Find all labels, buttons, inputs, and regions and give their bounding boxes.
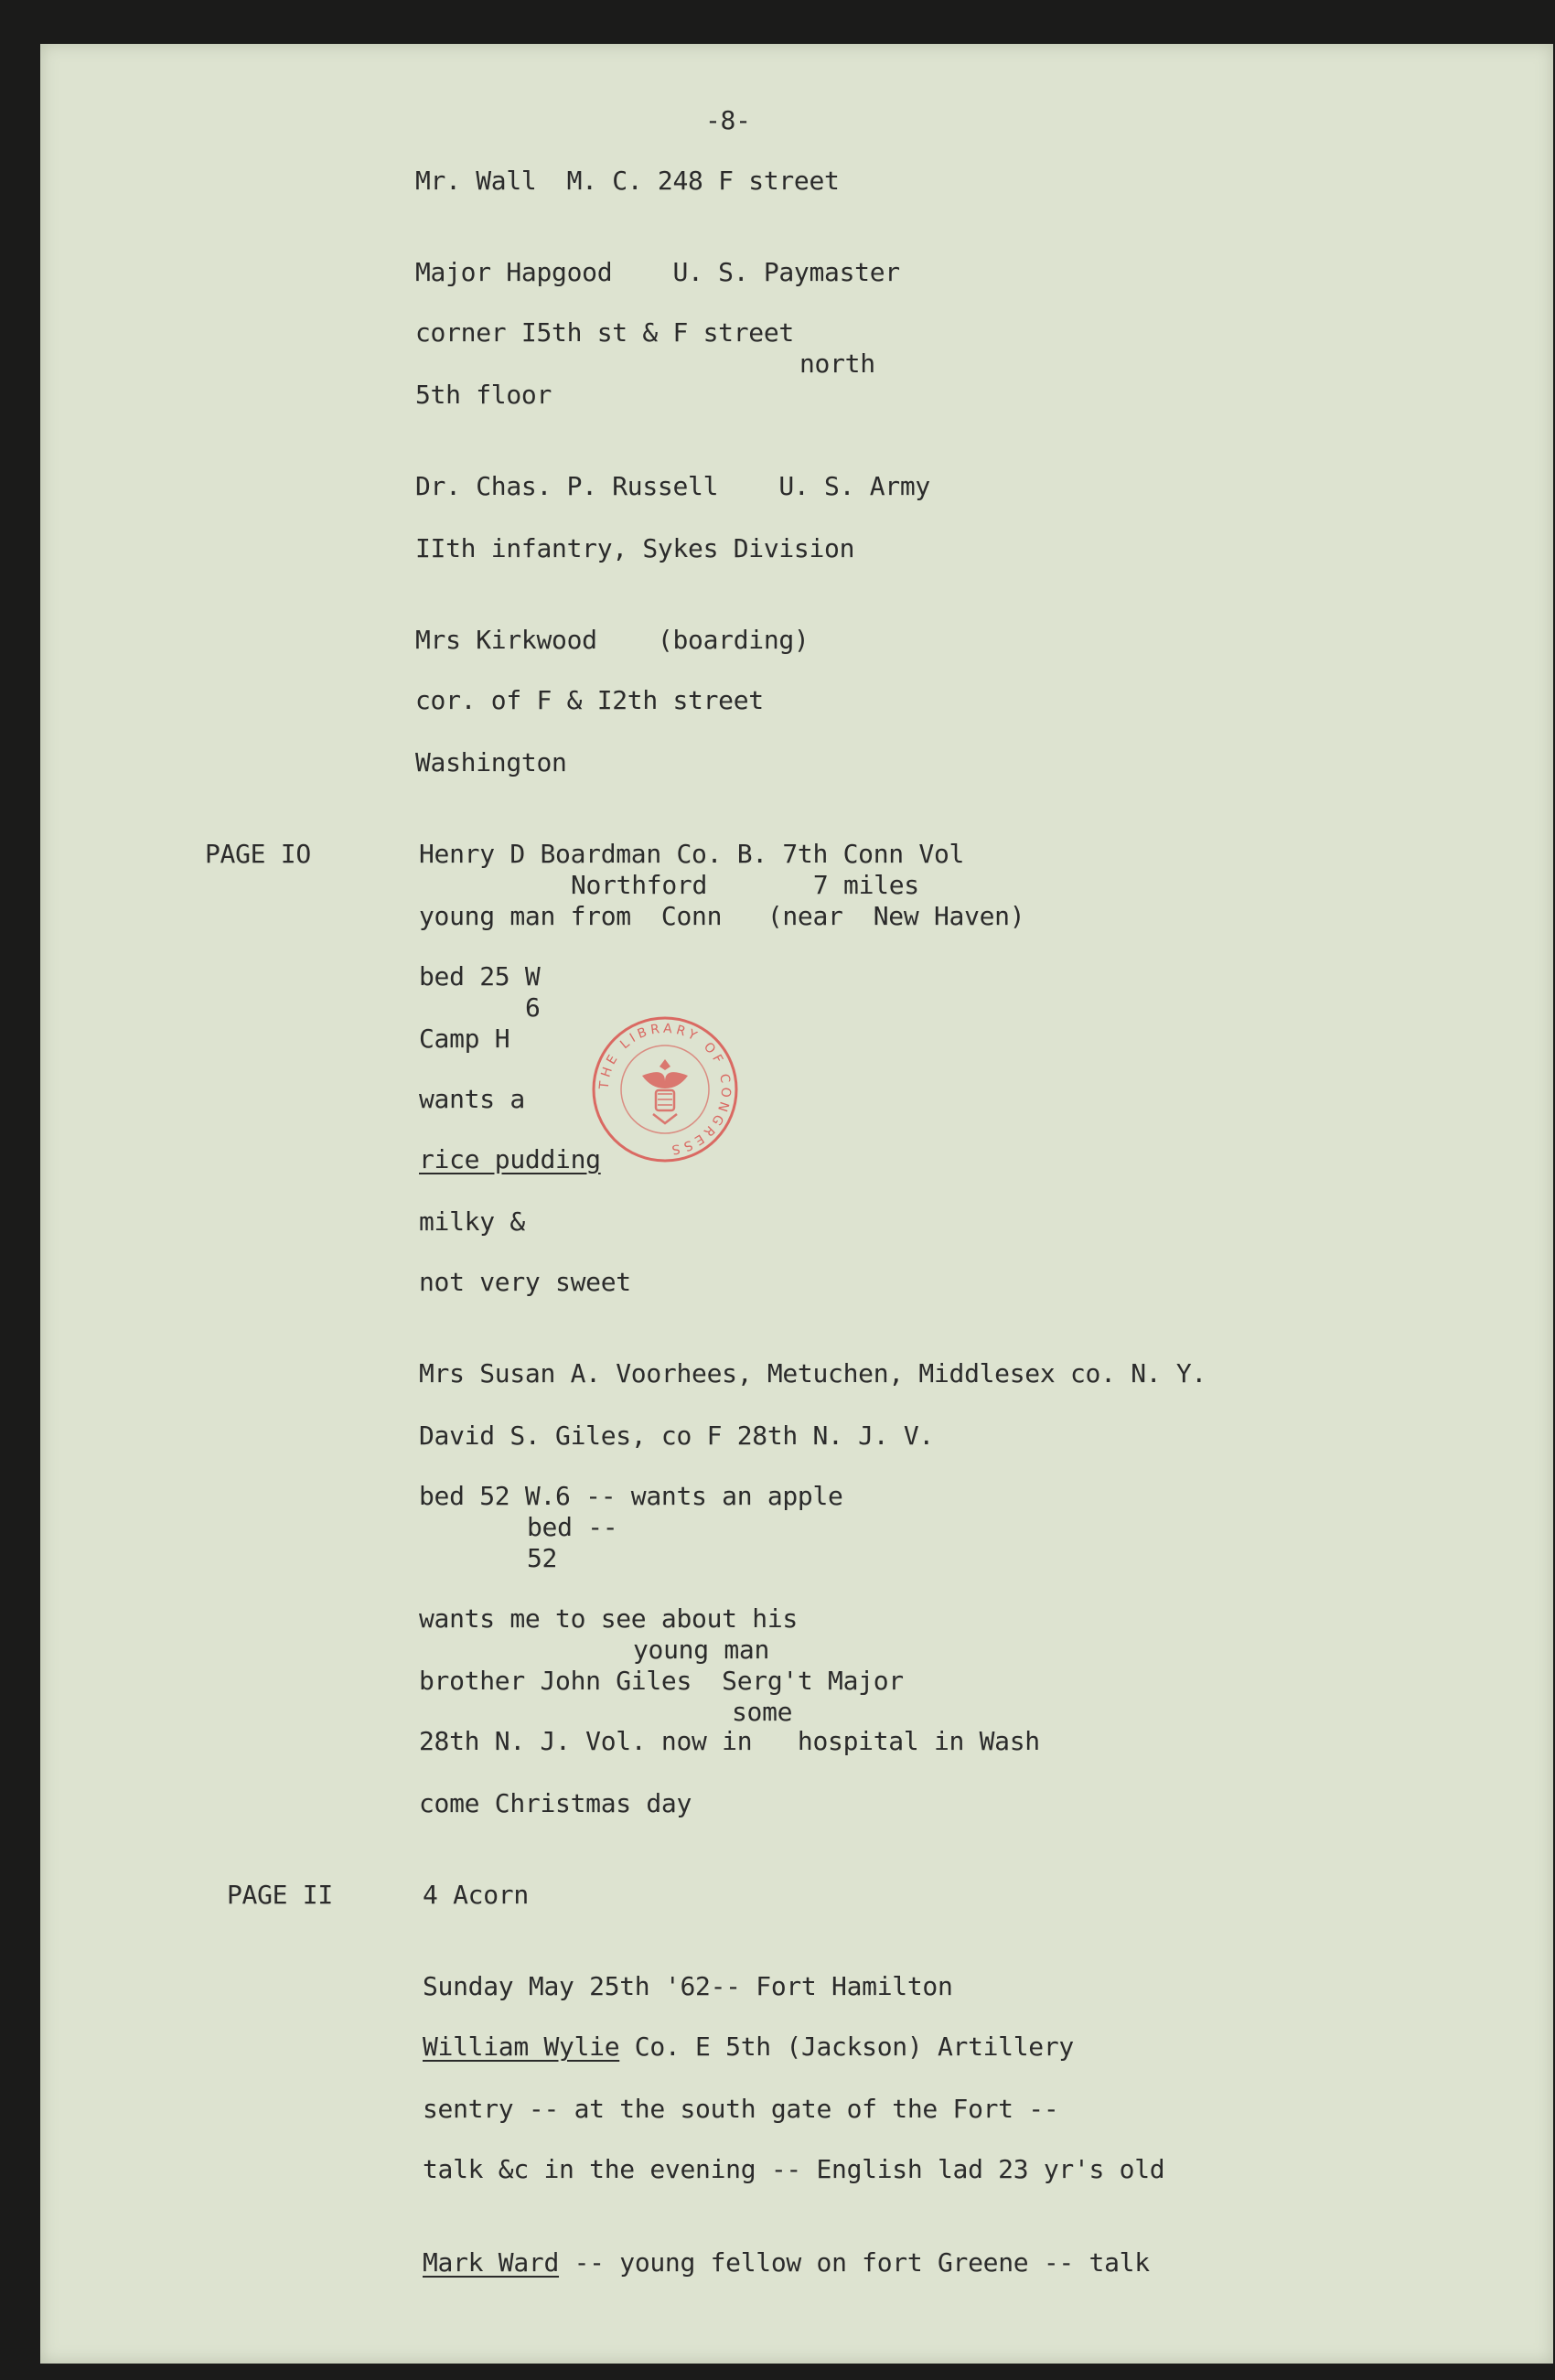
entry-sweet: not very sweet bbox=[419, 1267, 631, 1297]
entry-young-man: young man from Conn (near New Haven) bbox=[419, 901, 1025, 931]
entry-rice-pudding: rice pudding bbox=[419, 1144, 601, 1174]
entry-floor: 5th floor bbox=[415, 380, 552, 410]
document-page bbox=[40, 44, 1553, 2364]
eagle-icon bbox=[642, 1059, 688, 1123]
entry-infantry: IIth infantry, Sykes Division bbox=[415, 533, 855, 563]
entry-christmas: come Christmas day bbox=[419, 1788, 692, 1818]
entry-sunday: Sunday May 25th '62-- Fort Hamilton bbox=[423, 1971, 953, 2001]
entry-wants-a: wants a bbox=[419, 1084, 525, 1114]
entry-northford: Northford 7 miles bbox=[571, 870, 919, 900]
entry-bed-dash: bed -- bbox=[527, 1512, 618, 1542]
page10-label: PAGE IO bbox=[205, 839, 311, 869]
entry-sentry: sentry -- at the south gate of the Fort -- bbox=[423, 2094, 1059, 2124]
entry-ward bbox=[423, 2248, 1150, 2278]
stamp-text: THE LIBRARY OF CONGRESS bbox=[596, 1021, 734, 1158]
entry-bed52: bed 52 W.6 -- wants an apple bbox=[419, 1481, 843, 1511]
entry-wall: Mr. Wall M. C. 248 F street bbox=[415, 166, 840, 196]
entry-fiftytwo: 52 bbox=[527, 1543, 558, 1573]
entry-corner: corner I5th st & F street bbox=[415, 317, 794, 348]
ward-rest: -- young fellow on fort Greene -- talk bbox=[559, 2247, 1150, 2278]
entry-talk: talk &c in the evening -- English lad 23 yr's old bbox=[423, 2154, 1165, 2184]
entry-brother: brother John Giles Serg't Major bbox=[419, 1666, 904, 1696]
entry-giles: David S. Giles, co F 28th N. J. V. bbox=[419, 1420, 934, 1451]
wylie-rest: Co. E 5th (Jackson) Artillery bbox=[619, 2032, 1074, 2062]
entry-nj28: 28th N. J. Vol. now in hospital in Wash bbox=[419, 1726, 1040, 1756]
entry-bed25: bed 25 W bbox=[419, 961, 541, 992]
page11-label: PAGE II bbox=[227, 1880, 333, 1910]
ward-name: Mark Ward bbox=[423, 2247, 560, 2278]
entry-wylie bbox=[423, 2032, 1074, 2062]
entry-washington: Washington bbox=[415, 747, 567, 777]
entry-wants-me: wants me to see about his bbox=[419, 1603, 798, 1634]
entry-acorn: 4 Acorn bbox=[423, 1880, 529, 1910]
wylie-name: William Wylie bbox=[423, 2032, 620, 2062]
entry-north: north bbox=[799, 348, 875, 379]
entry-young-man-2: young man bbox=[633, 1635, 770, 1665]
library-stamp bbox=[578, 1002, 752, 1176]
entry-hapgood: Major Hapgood U. S. Paymaster bbox=[415, 257, 900, 287]
entry-russell: Dr. Chas. P. Russell U. S. Army bbox=[415, 471, 930, 501]
page-number: -8- bbox=[705, 105, 751, 135]
entry-voorhees: Mrs Susan A. Voorhees, Metuchen, Middlesex co. N. Y. bbox=[419, 1358, 1206, 1388]
entry-cor: cor. of F & I2th street bbox=[415, 685, 764, 715]
entry-milky: milky & bbox=[419, 1206, 525, 1237]
entry-kirkwood: Mrs Kirkwood (boarding) bbox=[415, 625, 810, 655]
entry-some: some bbox=[732, 1697, 793, 1727]
entry-six: 6 bbox=[525, 992, 541, 1023]
entry-camp: Camp H bbox=[419, 1024, 510, 1054]
entry-boardman: Henry D Boardman Co. B. 7th Conn Vol bbox=[419, 839, 965, 869]
